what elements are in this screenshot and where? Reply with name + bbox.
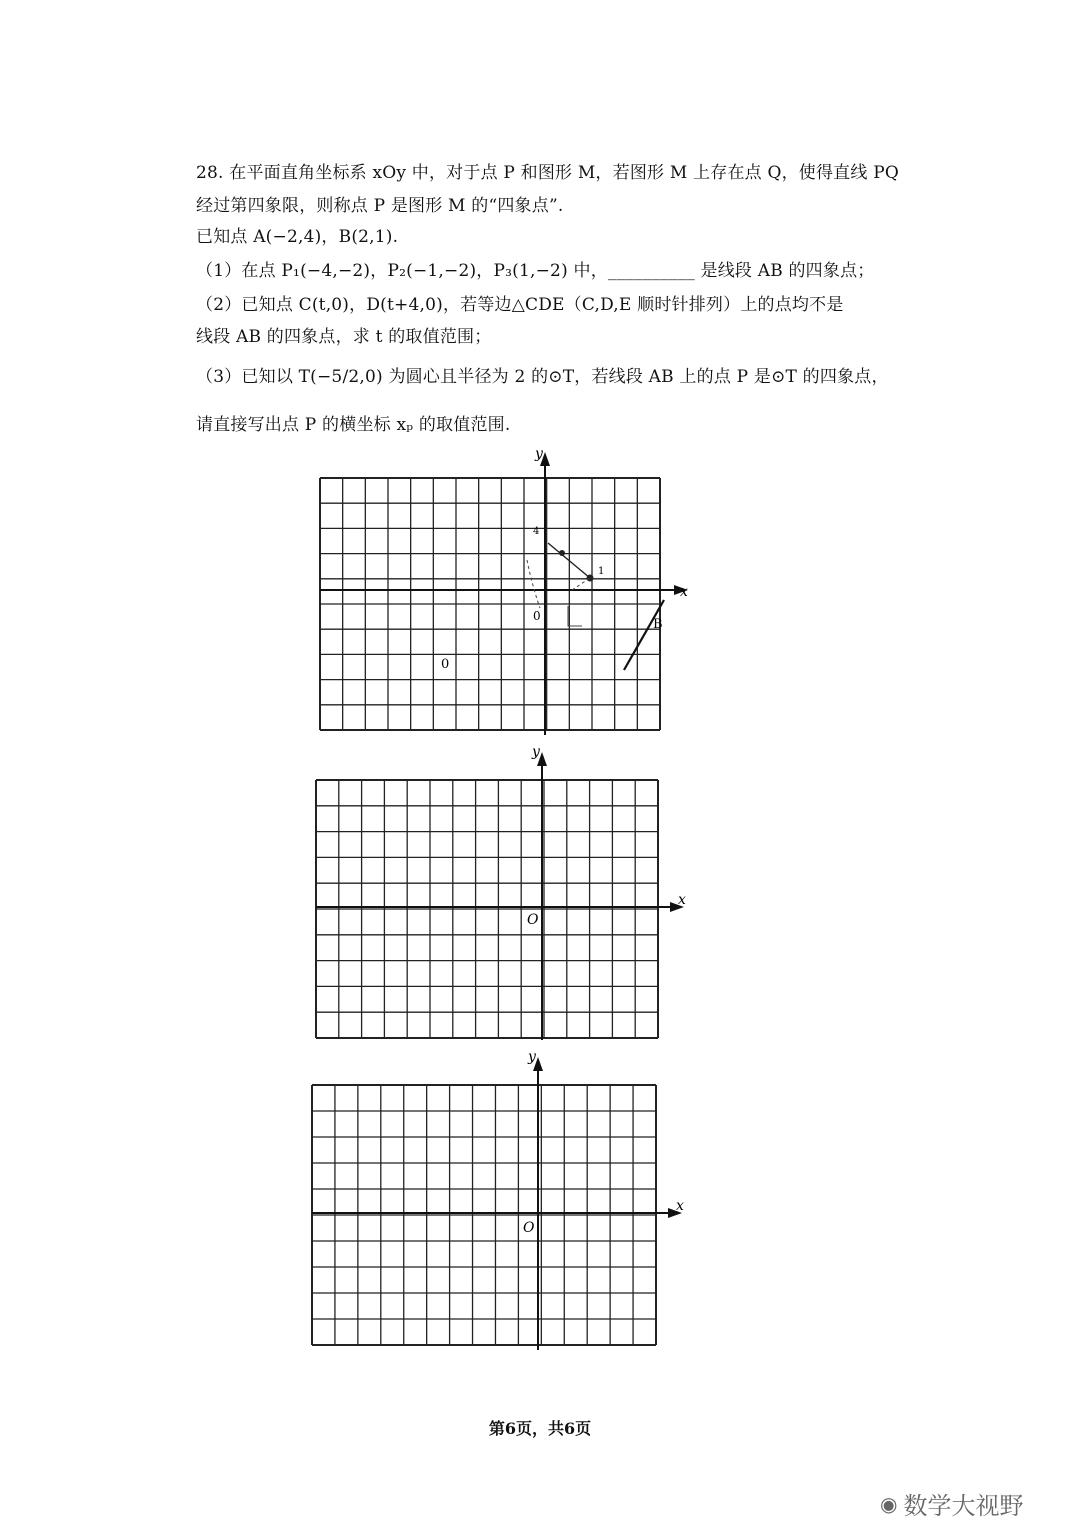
page-footer: 第6页，共6页 — [488, 1419, 592, 1438]
sketch-label-1: 1 — [598, 566, 605, 577]
grid-lines — [320, 478, 660, 730]
y-axis-label: y — [532, 744, 540, 760]
coordinate-grid-2 — [300, 740, 710, 1050]
sketch-label-b: B — [653, 617, 663, 632]
x-axis-label: x — [680, 584, 688, 600]
part-3-line-1: （3）已知以 T(−5/2,0) 为圆心且半径为 2 的⊙T，若线段 AB 上的点 P 是⊙T 的四象点， — [196, 367, 889, 387]
given-points: 已知点 A(−2,4)，B(2,1). — [196, 227, 399, 247]
sketch-dash-1 — [572, 578, 590, 590]
part-2-line-1: （2）已知点 C(t,0)，D(t+4,0)，若等边△CDE（C,D,E 顺时针排列）上的点均不是 — [196, 295, 844, 315]
grid-lines — [316, 780, 658, 1038]
grid-lines — [312, 1085, 656, 1345]
y-axis-label: y — [528, 1049, 536, 1065]
origin-label: O — [523, 1220, 535, 1236]
x-axis-label: x — [676, 1198, 684, 1214]
origin-label: O — [527, 912, 539, 928]
sketch-point-a — [559, 550, 565, 556]
problem-statement-line-2: 经过第四象限，则称点 P 是图形 M 的“四象点”. — [196, 196, 564, 216]
wechat-icon: ◉ — [880, 1491, 898, 1516]
part-2-line-2: 线段 AB 的四象点，求 t 的取值范围； — [196, 327, 492, 347]
sketch-label-4: 4 — [533, 526, 540, 537]
coordinate-grid-1 — [300, 440, 710, 740]
part-1: （1）在点 P₁(−4,−2)，P₂(−1,−2)，P₃(1,−2) 中，__________ 是线段 AB 的四象点； — [196, 261, 875, 281]
y-axis-label: y — [535, 446, 543, 462]
sketch-curve — [527, 560, 540, 608]
sketch-bracket — [568, 606, 582, 626]
x-axis-label: x — [678, 892, 686, 908]
watermark-text: 数学大视野 — [903, 1492, 1024, 1520]
problem-statement-line-1: 28. 在平面直角坐标系 xOy 中，对于点 P 和图形 M，若图形 M 上存在点 Q，使得直线 PQ — [196, 163, 899, 183]
coordinate-grid-3 — [300, 1045, 710, 1355]
origin-label: 0 — [441, 657, 450, 672]
sketch-line-b — [624, 600, 664, 670]
sketch-label-0: 0 — [533, 609, 541, 623]
part-3-line-2: 请直接写出点 P 的横坐标 xₚ 的取值范围. — [196, 415, 511, 435]
watermark — [880, 1486, 1023, 1521]
